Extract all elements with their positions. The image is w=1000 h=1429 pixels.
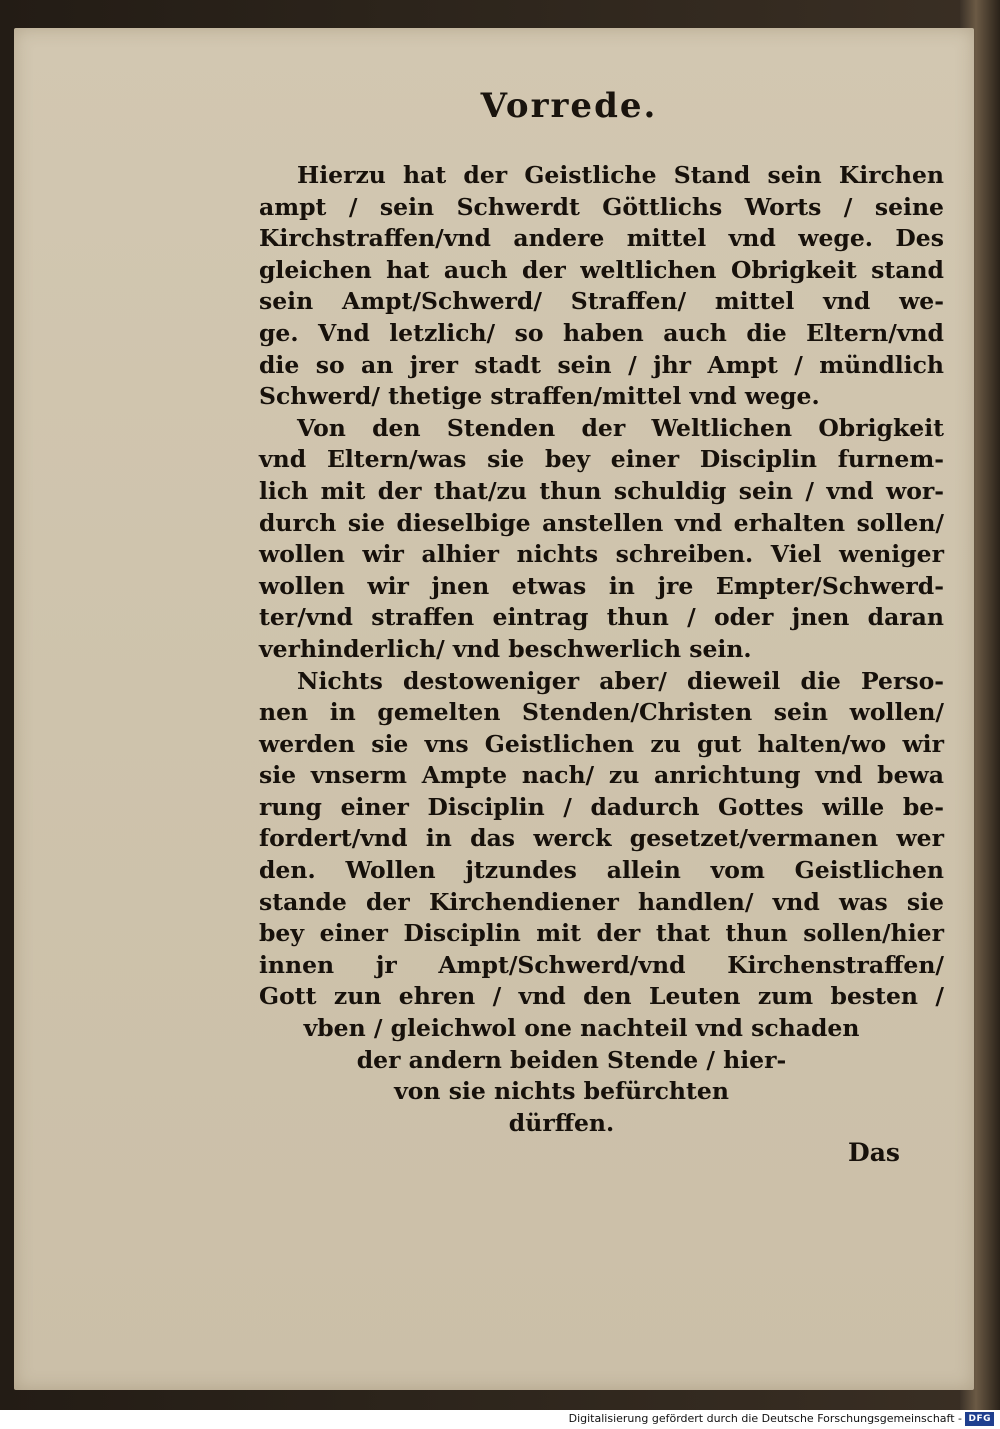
body-text xyxy=(259,160,944,1139)
text-line: stande der Kirchendiener handlen/ vnd was sie xyxy=(259,887,944,916)
text-line: Kirchstraffen/vnd andere mittel vnd wege. Des xyxy=(259,224,944,253)
text-line: durch sie dieselbige anstellen vnd erhalten sollen/ xyxy=(259,508,944,537)
text-line: nen in gemelten Stenden/Christen sein wollen/ xyxy=(259,698,944,727)
text-line: Gott zun ehren / vnd den Leuten zum besten / xyxy=(259,982,944,1011)
text-line: vnd Eltern/was sie bey einer Disciplin furnem- xyxy=(259,445,944,474)
text-line: die so an jrer stadt sein / jhr Ampt / mündlich xyxy=(259,350,944,379)
catchword: Das xyxy=(848,1138,900,1167)
funding-credit: Digitalisierung gefördert durch die Deutsche Forschungsgemeinschaft - xyxy=(568,1412,962,1425)
text-line: ter/vnd straffen eintrag thun / oder jnen daran xyxy=(259,603,944,632)
text-line: werden sie vns Geistlichen zu gut halten/wo wir xyxy=(259,729,944,758)
text-line: Schwerd/ thetige straffen/mittel vnd wege. xyxy=(259,382,820,411)
page-title: Vorrede. xyxy=(480,86,658,126)
text-line: sie vnserm Ampte nach/ zu anrichtung vnd bewa xyxy=(259,761,944,790)
footer-bar xyxy=(0,1410,1000,1429)
text-line: bey einer Disciplin mit der that thun sollen/hier xyxy=(259,919,944,948)
text-line: fordert/vnd in das werck gesetzet/vermanen wer xyxy=(259,824,944,853)
dfg-logo: DFG xyxy=(965,1412,994,1426)
text-line: Hierzu hat der Geistliche Stand sein Kirchen xyxy=(297,161,944,189)
text-line: Von den Stenden der Weltlichen Obrigkeit xyxy=(297,413,944,442)
text-line: rung einer Disciplin / dadurch Gottes wille be- xyxy=(259,792,944,821)
text-line: den. Wollen jtzundes allein vom Geistlichen xyxy=(259,856,944,885)
taper-line: der andern beiden Stende / hier- xyxy=(356,1045,787,1074)
text-line: sein Ampt/Schwerd/ Straffen/ mittel vnd we- xyxy=(259,287,944,316)
text-line: ge. Vnd letzlich/ so haben auch die Eltern/vnd xyxy=(259,318,944,347)
text-line: ampt / sein Schwerdt Göttlichs Worts / seine xyxy=(259,192,944,221)
book-page xyxy=(14,28,974,1390)
text-line: lich mit der that/zu thun schuldig sein / vnd wor- xyxy=(259,476,944,505)
text-line: Nichts destoweniger aber/ dieweil die Perso- xyxy=(297,666,944,695)
taper-line: vben / gleichwol one nachteil vnd schaden xyxy=(303,1014,860,1043)
text-line: innen jr Ampt/Schwerd/vnd Kirchenstraffen/ xyxy=(259,950,944,979)
text-line: verhinderlich/ vnd beschwerlich sein. xyxy=(259,634,752,663)
text-line: gleichen hat auch der weltlichen Obrigkeit stand xyxy=(259,255,944,284)
taper-line: von sie nichts befürchten xyxy=(394,1077,729,1106)
text-line: wollen wir jnen etwas in jre Empter/Schwerd- xyxy=(259,571,944,600)
taper-line: dürffen. xyxy=(508,1108,615,1137)
text-line: wollen wir alhier nichts schreiben. Viel weniger xyxy=(259,540,944,569)
